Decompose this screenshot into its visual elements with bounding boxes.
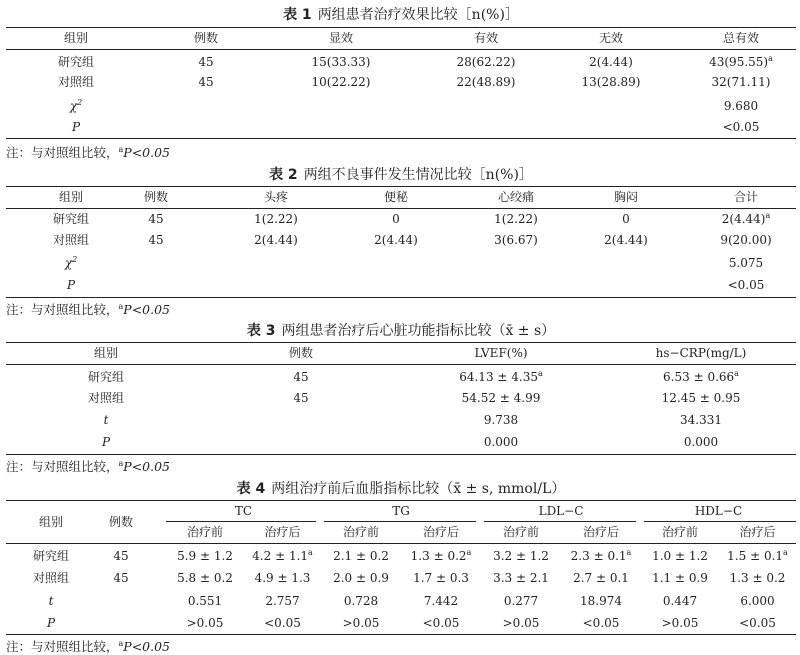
bottom-rule xyxy=(6,454,796,455)
col-header: 治疗后 xyxy=(264,525,301,539)
cell: <0.05 xyxy=(739,616,776,630)
table-row xyxy=(6,367,796,387)
table-row xyxy=(6,568,796,588)
table-2-number: 表 2 xyxy=(269,167,298,183)
cell: 54.52 ± 4.99 xyxy=(461,391,541,405)
cell: 1.1 ± 0.9 xyxy=(652,571,708,585)
cell: 5.8 ± 0.2 xyxy=(177,571,233,585)
cell: 9.680 xyxy=(723,99,759,113)
cell: 15(33.33) xyxy=(311,55,371,69)
cell: 研究组 xyxy=(32,549,69,563)
cell: 45 xyxy=(198,55,214,69)
col-header: 例数 xyxy=(108,515,133,529)
table-3-number: 表 3 xyxy=(246,323,276,339)
cell: 3.3 ± 2.1 xyxy=(493,571,549,585)
table-row xyxy=(6,230,796,250)
cell: 0.551 xyxy=(187,594,223,608)
table-4-caption xyxy=(6,478,796,498)
table-note: 注：与对照组比较，$^a$P<0.05 xyxy=(6,301,171,317)
stat-row xyxy=(6,275,796,295)
cell: <0.05 xyxy=(722,120,760,134)
col-header: 总有效 xyxy=(722,31,759,45)
cell: >0.05 xyxy=(342,616,380,630)
stat-row xyxy=(6,613,796,633)
group-header: LDL−C xyxy=(538,504,584,518)
cell: 22(48.89) xyxy=(456,75,516,89)
col-header: 头疼 xyxy=(263,190,288,204)
cell: 45 xyxy=(293,391,309,405)
cell-sig: 2.3 ± 0.1$^a$ xyxy=(570,548,632,563)
col-header: 无效 xyxy=(598,31,623,45)
cell: 0.277 xyxy=(503,594,539,608)
col-header: 例数 xyxy=(193,31,218,45)
cell: 研究组 xyxy=(52,212,89,226)
cell: 9(20.00) xyxy=(720,233,772,247)
cell: >0.05 xyxy=(502,616,540,630)
col-header: 组别 xyxy=(93,346,118,360)
cell: 1(2.22) xyxy=(254,212,298,226)
stat-label: $\chi^2$ xyxy=(69,98,83,113)
bottom-rule xyxy=(6,297,796,298)
stat-label: P xyxy=(101,435,111,449)
col-header: 组别 xyxy=(58,190,83,204)
stat-row xyxy=(6,410,796,430)
cell: >0.05 xyxy=(186,616,224,630)
table-row xyxy=(6,52,796,72)
cell: 0.447 xyxy=(662,594,698,608)
cell-sig: 1.5 ± 0.1$^a$ xyxy=(727,548,788,563)
group-header: TG xyxy=(392,504,410,518)
table-2-caption xyxy=(6,164,796,184)
col-header: 治疗前 xyxy=(661,525,698,539)
stat-label: P xyxy=(66,278,76,292)
cell-sig: 1.3 ± 0.2$^a$ xyxy=(410,548,472,563)
cell: 7.442 xyxy=(423,594,459,608)
stat-label: t xyxy=(48,594,54,608)
cell: 10(22.22) xyxy=(311,75,371,89)
cell: 1(2.22) xyxy=(494,212,538,226)
cell: 0.000 xyxy=(483,435,519,449)
cell: 13(28.89) xyxy=(581,75,641,89)
col-header: 胸闷 xyxy=(613,190,638,204)
cell-sig: $43(95.55)^a$ xyxy=(709,54,773,69)
cell: 45 xyxy=(148,212,164,226)
table-1-caption xyxy=(6,4,796,24)
col-header: 治疗后 xyxy=(582,525,619,539)
col-header: 治疗前 xyxy=(502,525,539,539)
cell: 4.9 ± 1.3 xyxy=(254,571,311,585)
table-row xyxy=(6,388,796,408)
cell: <0.05 xyxy=(422,616,460,630)
cell: 28(62.22) xyxy=(456,55,516,69)
col-header: 治疗后 xyxy=(422,525,459,539)
cell: 5.075 xyxy=(728,256,764,270)
cell: 45 xyxy=(148,233,164,247)
cell: 对照组 xyxy=(87,391,124,405)
cell: 3(6.67) xyxy=(494,233,538,247)
cell: 18.974 xyxy=(580,594,622,608)
cell: 9.738 xyxy=(483,413,519,427)
cell: >0.05 xyxy=(661,616,699,630)
table-3-title: 两组患者治疗后心脏功能指标比较（x̄ ± s） xyxy=(281,323,556,339)
col-header: hs−CRP(mg/L) xyxy=(655,346,747,360)
header-row xyxy=(6,187,796,207)
cell: 45 xyxy=(198,75,214,89)
header-rule xyxy=(6,543,796,544)
group-header: TC xyxy=(234,504,253,518)
cell-sig: 64.13 ± 4.35$^a$ xyxy=(459,369,543,384)
cell: <0.05 xyxy=(582,616,620,630)
cell: 1.0 ± 1.2 xyxy=(652,549,708,563)
stat-row xyxy=(6,117,796,137)
col-header: 组别 xyxy=(38,515,63,529)
cell: 0.728 xyxy=(343,594,379,608)
cell: 对照组 xyxy=(57,75,94,89)
table-note: 注：与对照组比较，$^a$P<0.05 xyxy=(6,458,171,474)
table-1-title: 两组患者治疗效果比较［n(%)］ xyxy=(317,7,519,23)
col-header: 便秘 xyxy=(383,190,408,204)
col-header: 组别 xyxy=(63,31,88,45)
table-note: 注：与对照组比较，$^a$P<0.05 xyxy=(6,144,171,160)
cell: 45 xyxy=(113,549,129,563)
stat-label: P xyxy=(71,120,81,134)
sub-header-row xyxy=(6,522,796,542)
cell: 2.757 xyxy=(265,594,300,608)
cell-sig: 6.53 ± 0.66$^a$ xyxy=(663,369,739,384)
table-note: 注：与对照组比较，$^a$P<0.05 xyxy=(6,638,171,654)
cell: 0.000 xyxy=(683,435,719,449)
header-rule xyxy=(6,49,796,50)
stat-row xyxy=(6,253,796,273)
cell: 45 xyxy=(293,370,309,384)
cell: 研究组 xyxy=(57,55,94,69)
header-rule xyxy=(6,364,796,365)
cell: 2(4.44) xyxy=(254,233,298,247)
cell: 对照组 xyxy=(52,233,89,247)
stat-row xyxy=(6,432,796,452)
stat-row xyxy=(6,96,796,116)
table-4-title: 两组治疗前后血脂指标比较（x̄ ± s, mmol/L） xyxy=(271,481,566,497)
table-3-caption xyxy=(6,320,796,340)
stat-label: $\chi^2$ xyxy=(64,255,78,270)
col-header: 心绞痛 xyxy=(497,190,534,204)
group-header-row xyxy=(6,501,796,521)
cell: 对照组 xyxy=(32,571,69,585)
cell-sig: $2(4.44)^a$ xyxy=(721,211,771,226)
col-header: 例数 xyxy=(288,346,313,360)
cell: 0 xyxy=(622,212,630,226)
table-1-number: 表 1 xyxy=(283,7,312,23)
cell: 1.7 ± 0.3 xyxy=(413,571,469,585)
stat-row xyxy=(6,591,796,611)
cell-sig: 4.2 ± 1.1$^a$ xyxy=(252,548,313,563)
cell: 2(4.44) xyxy=(604,233,648,247)
table-4-number: 表 4 xyxy=(236,481,266,497)
cell: 2(4.44) xyxy=(374,233,418,247)
cell: 2.7 ± 0.1 xyxy=(573,571,629,585)
col-header: 有效 xyxy=(473,31,498,45)
col-header: 治疗后 xyxy=(739,525,776,539)
header-row xyxy=(6,343,796,363)
cell: <0.05 xyxy=(727,278,765,292)
bottom-rule xyxy=(6,138,796,139)
cell: 5.9 ± 1.2 xyxy=(177,549,233,563)
table-row xyxy=(6,546,796,566)
cell: 12.45 ± 0.95 xyxy=(661,391,741,405)
group-header: HDL−C xyxy=(694,504,743,518)
cell: 3.2 ± 1.2 xyxy=(493,549,549,563)
col-header: 治疗前 xyxy=(342,525,379,539)
cell: 2.0 ± 0.9 xyxy=(333,571,389,585)
table-row xyxy=(6,209,796,229)
stat-label: t xyxy=(103,413,109,427)
cell: 6.000 xyxy=(740,594,775,608)
table-row xyxy=(6,72,796,92)
col-header: 合计 xyxy=(733,190,758,204)
cell: 2.1 ± 0.2 xyxy=(333,549,389,563)
cell: 32(71.11) xyxy=(711,75,771,89)
bottom-rule xyxy=(6,634,796,635)
header-row xyxy=(6,28,796,48)
stat-label: P xyxy=(46,616,56,630)
cell: 1.3 ± 0.2 xyxy=(729,571,786,585)
cell: 34.331 xyxy=(680,413,722,427)
cell: 45 xyxy=(113,571,129,585)
col-header: LVEF(%) xyxy=(474,346,528,360)
col-header: 治疗前 xyxy=(186,525,223,539)
cell: 研究组 xyxy=(87,370,124,384)
cell: 2(4.44) xyxy=(589,55,633,69)
col-header: 例数 xyxy=(143,190,168,204)
table-2-title: 两组不良事件发生情况比较［n(%)］ xyxy=(303,167,533,183)
cell: <0.05 xyxy=(264,616,301,630)
col-header: 显效 xyxy=(328,31,353,45)
cell: 0 xyxy=(392,212,400,226)
